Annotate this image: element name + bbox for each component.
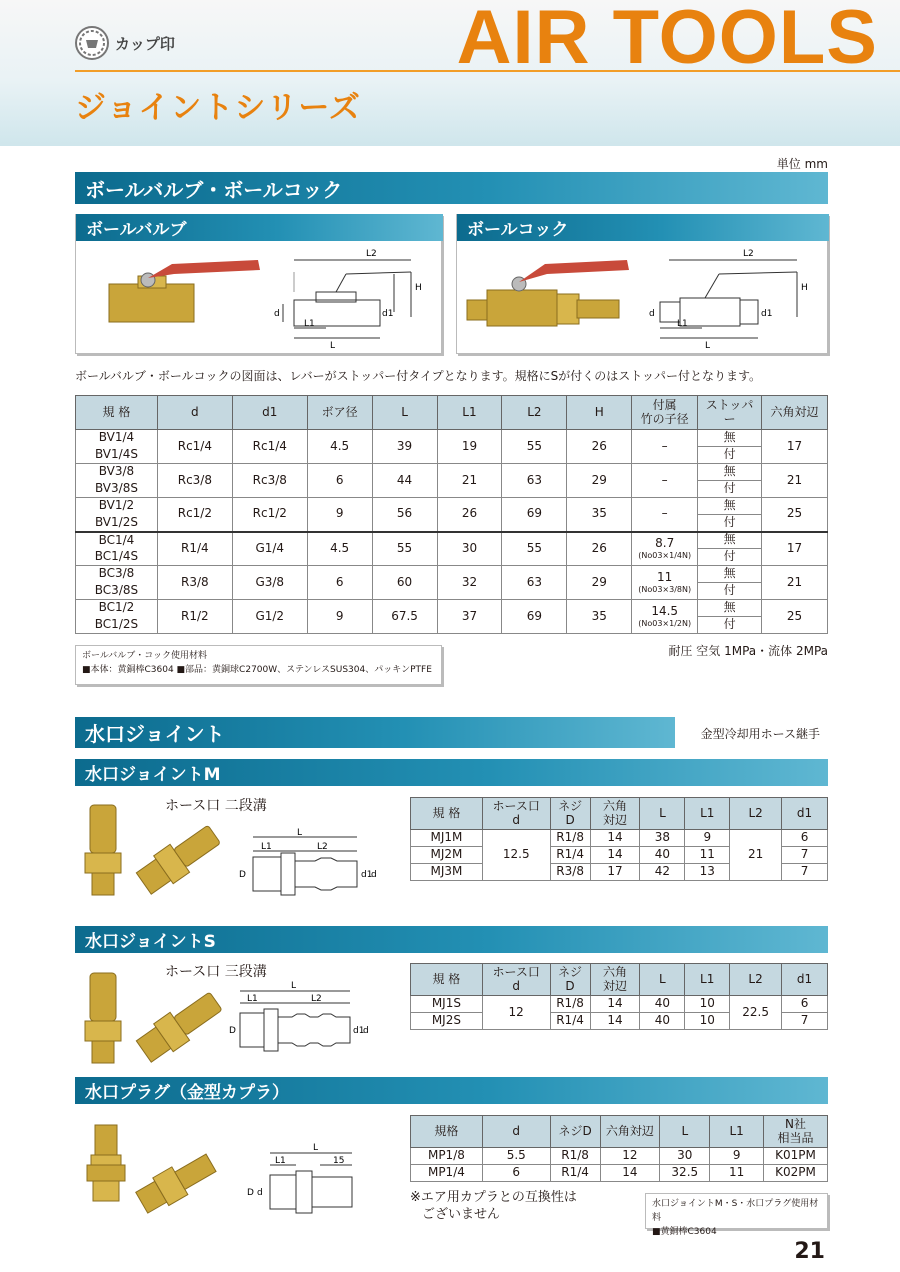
col-spec: 規 格 xyxy=(76,396,158,430)
bore-cell: 6 xyxy=(307,464,372,498)
table-row xyxy=(411,1148,828,1165)
d-cell: R3/8 xyxy=(157,566,232,600)
hex-cell: 12 xyxy=(600,1148,660,1165)
hex-cell: 17 xyxy=(762,430,828,464)
series-title: ジョイントシリーズ xyxy=(75,90,361,126)
l-cell: 42 xyxy=(640,864,685,881)
equiv-cell: K01PM xyxy=(764,1148,828,1165)
barb-cell xyxy=(632,532,698,566)
joint-s-table xyxy=(410,963,828,1030)
page-header xyxy=(0,0,900,146)
ball-material-note xyxy=(75,645,442,685)
brand-title: AIR TOOLS xyxy=(456,0,878,80)
plug-table xyxy=(410,1115,828,1182)
joint-s-body xyxy=(411,996,828,1030)
compat-line-1: ※エア用カプラとの互換性は xyxy=(410,1190,577,1205)
col-barb-line1: 付属 xyxy=(652,398,677,413)
d-cell: 5.5 xyxy=(482,1148,550,1165)
joint-s-figure xyxy=(75,965,405,1070)
hex-cell: 25 xyxy=(762,498,828,532)
water-section-note: 金型冷却用ホース継手 xyxy=(700,727,820,741)
l2-cell: 69 xyxy=(502,498,567,532)
model-cell: MJ2S xyxy=(411,1013,483,1030)
stopper-cell: 付 xyxy=(698,617,762,634)
model-cell: BV1/2 xyxy=(76,498,158,515)
dim-h: H xyxy=(415,283,422,293)
model-cell: MJ3M xyxy=(411,864,483,881)
dim-d: d xyxy=(363,1026,369,1036)
stopper-cell: 無 xyxy=(698,532,762,549)
dim-d: d xyxy=(274,309,280,319)
dim-l2: L2 xyxy=(743,249,754,259)
plug-body xyxy=(411,1148,828,1182)
logo-text: カップ印 xyxy=(115,34,175,53)
pressure-rating: 耐圧 空気 1MPa・流体 2MPa xyxy=(668,644,828,658)
dim-big-d: D xyxy=(229,1026,236,1036)
stopper-cell: 無 xyxy=(698,498,762,515)
dim-l: L xyxy=(705,341,711,351)
barb-cell xyxy=(632,600,698,634)
d-cell: Rc1/2 xyxy=(157,498,232,532)
col-hose-line2: d xyxy=(512,978,520,993)
col-l1: L1 xyxy=(437,396,502,430)
col-hose-line1: ホース口 xyxy=(492,799,540,814)
col-d: d xyxy=(157,396,232,430)
dim-l: L xyxy=(297,828,303,838)
thread-cell: R1/4 xyxy=(550,1013,590,1030)
col-hose xyxy=(482,798,550,830)
col-l1: L1 xyxy=(710,1116,764,1148)
joint-m-body xyxy=(411,830,828,881)
col-l: L xyxy=(660,1116,710,1148)
material-title: ボールバルブ・コック使用材料 xyxy=(82,651,208,661)
stopper-cell: 付 xyxy=(698,447,762,464)
table-row xyxy=(411,830,828,847)
d1-cell: 7 xyxy=(782,864,828,881)
stopper-cell: 無 xyxy=(698,600,762,617)
plug-compat-note xyxy=(410,1190,577,1224)
hex-cell: 14 xyxy=(590,996,640,1013)
col-equiv-line1: N社 xyxy=(785,1117,807,1132)
dim-l2: L2 xyxy=(366,249,377,259)
l1-cell: 9 xyxy=(685,830,730,847)
col-h: H xyxy=(567,396,632,430)
barb-value: – xyxy=(661,472,668,487)
barb-sub: (No03×1/2N) xyxy=(638,618,692,628)
col-l2: L2 xyxy=(730,964,782,996)
hex-cell: 14 xyxy=(600,1165,660,1182)
col-equiv xyxy=(764,1116,828,1148)
d-cell: 6 xyxy=(482,1165,550,1182)
thread-cell: R1/8 xyxy=(550,1148,600,1165)
l-cell: 60 xyxy=(372,566,437,600)
hex-cell: 14 xyxy=(590,1013,640,1030)
dim-l: L xyxy=(291,981,297,991)
l1-cell: 10 xyxy=(685,996,730,1013)
bore-cell: 6 xyxy=(307,566,372,600)
model-cell: BC1/4 xyxy=(76,532,158,549)
hex-cell: 14 xyxy=(590,847,640,864)
model-cell: BV1/2S xyxy=(76,515,158,532)
col-thread-line1: ネジ xyxy=(558,799,583,814)
l-cell: 67.5 xyxy=(372,600,437,634)
l-cell: 40 xyxy=(640,847,685,864)
table-row xyxy=(76,464,828,481)
material-detail: ■本体：黄銅棒C3604 ■部品：黄銅球C2700W、ステンレスSUS304、パッキンPTFE xyxy=(82,664,432,675)
ball-cock-figure xyxy=(457,242,827,352)
l-cell: 30 xyxy=(660,1148,710,1165)
l1-cell: 11 xyxy=(710,1165,764,1182)
barb-cell xyxy=(632,498,698,532)
col-thread: ネジD xyxy=(550,1116,600,1148)
l2-cell: 63 xyxy=(502,464,567,498)
dim-l2: L2 xyxy=(317,842,328,852)
col-spec: 規 格 xyxy=(411,798,483,830)
joint-m-figure xyxy=(75,795,405,905)
table-row xyxy=(411,996,828,1013)
l1-cell: 26 xyxy=(437,498,502,532)
model-cell: MP1/8 xyxy=(411,1148,483,1165)
dim-l: L xyxy=(330,341,336,351)
table-row xyxy=(76,498,828,515)
stopper-cell: 無 xyxy=(698,464,762,481)
d1-cell: 6 xyxy=(782,830,828,847)
l1-cell: 11 xyxy=(685,847,730,864)
stopper-cell: 付 xyxy=(698,549,762,566)
model-cell: BC1/4S xyxy=(76,549,158,566)
hex-cell: 21 xyxy=(762,566,828,600)
table-row xyxy=(76,600,828,617)
l2-cell: 55 xyxy=(502,430,567,464)
col-l2: L2 xyxy=(502,396,567,430)
col-hex xyxy=(590,964,640,996)
ball-valve-figure xyxy=(76,242,441,352)
d-cell: R1/4 xyxy=(157,532,232,566)
l1-cell: 30 xyxy=(437,532,502,566)
col-d1: d1 xyxy=(232,396,307,430)
d1-cell: G1/4 xyxy=(232,532,307,566)
bore-cell: 4.5 xyxy=(307,430,372,464)
l-cell: 44 xyxy=(372,464,437,498)
plug-figure xyxy=(75,1117,405,1222)
l-cell: 55 xyxy=(372,532,437,566)
col-l: L xyxy=(640,798,685,830)
model-cell: BC3/8 xyxy=(76,566,158,583)
d1-cell: 6 xyxy=(782,996,828,1013)
dim-big-d: D xyxy=(247,1188,254,1198)
plug-title: 水口プラグ（金型カプラ） xyxy=(75,1077,828,1104)
model-cell: MJ2M xyxy=(411,847,483,864)
table-row xyxy=(76,532,828,549)
stopper-cell: 無 xyxy=(698,430,762,447)
thread-cell: R1/4 xyxy=(550,1165,600,1182)
l2-cell: 55 xyxy=(502,532,567,566)
ball-section-title: ボールバルブ・ボールコック xyxy=(75,172,828,204)
hose-d-cell: 12.5 xyxy=(482,830,550,881)
l1-cell: 32 xyxy=(437,566,502,600)
col-stopper: ストッパー xyxy=(698,396,762,430)
hex-cell: 21 xyxy=(762,464,828,498)
dim-l1: L1 xyxy=(304,319,315,329)
barb-cell xyxy=(632,430,698,464)
unit-label: 単位 mm xyxy=(776,157,828,171)
col-hex-line2: 対辺 xyxy=(602,978,627,993)
l-cell: 39 xyxy=(372,430,437,464)
barb-value: 11 xyxy=(657,570,673,584)
col-hex xyxy=(590,798,640,830)
dim-big-d: D xyxy=(239,870,246,880)
table-row xyxy=(411,1165,828,1182)
l2-cell: 22.5 xyxy=(730,996,782,1030)
dim-15: 15 xyxy=(333,1156,345,1166)
col-barb-line2: 竹の子径 xyxy=(640,411,689,426)
h-cell: 26 xyxy=(567,430,632,464)
thread-cell: R3/8 xyxy=(550,864,590,881)
material-detail: ■黄銅棒C3604 xyxy=(652,1226,717,1237)
table-row xyxy=(76,430,828,447)
barb-cell xyxy=(632,464,698,498)
l-cell: 56 xyxy=(372,498,437,532)
dim-d1: d1 xyxy=(761,309,773,319)
ball-note: ボールバルブ・ボールコックの図面は、レバーがストッパー付タイプとなります。規格にSが付くのはストッパー付となります。 xyxy=(75,369,761,383)
thread-cell: R1/8 xyxy=(550,830,590,847)
stopper-cell: 付 xyxy=(698,515,762,532)
l2-cell: 63 xyxy=(502,566,567,600)
col-hex: 六角対辺 xyxy=(600,1116,660,1148)
equiv-cell: K02PM xyxy=(764,1165,828,1182)
l1-cell: 37 xyxy=(437,600,502,634)
ball-valve-panel xyxy=(75,214,442,354)
col-l1: L1 xyxy=(685,964,730,996)
d-cell: R1/2 xyxy=(157,600,232,634)
dim-l: L xyxy=(313,1143,319,1153)
col-hex-line1: 六角 xyxy=(602,965,627,980)
hex-cell: 14 xyxy=(590,830,640,847)
bore-cell: 9 xyxy=(307,498,372,532)
brand-logo xyxy=(75,26,175,60)
d1-cell: 7 xyxy=(782,847,828,864)
col-thread-line1: ネジ xyxy=(558,965,583,980)
h-cell: 35 xyxy=(567,600,632,634)
hose-d-cell: 12 xyxy=(482,996,550,1030)
dim-h: H xyxy=(801,283,808,293)
d1-cell: Rc3/8 xyxy=(232,464,307,498)
thread-cell: R1/8 xyxy=(550,996,590,1013)
model-cell: BV3/8S xyxy=(76,481,158,498)
barb-cell xyxy=(632,566,698,600)
l-cell: 40 xyxy=(640,1013,685,1030)
col-equiv-line2: 相当品 xyxy=(777,1130,814,1145)
model-cell: MJ1M xyxy=(411,830,483,847)
barb-value: – xyxy=(661,506,668,521)
col-spec: 規格 xyxy=(411,1116,483,1148)
barb-value: 8.7 xyxy=(655,536,675,551)
d-cell: Rc3/8 xyxy=(157,464,232,498)
l1-cell: 10 xyxy=(685,1013,730,1030)
col-l: L xyxy=(640,964,685,996)
d-cell: Rc1/4 xyxy=(157,430,232,464)
stopper-cell: 付 xyxy=(698,481,762,498)
dim-l2: L2 xyxy=(311,994,322,1004)
l1-cell: 19 xyxy=(437,430,502,464)
gear-logo-icon xyxy=(75,26,109,60)
dim-d1: d1 xyxy=(382,309,394,319)
stopper-cell: 付 xyxy=(698,583,762,600)
ball-valve-title: ボールバルブ xyxy=(76,214,443,241)
col-hose-line1: ホース口 xyxy=(492,965,540,980)
col-hex: 六角対辺 xyxy=(762,396,828,430)
d1-cell: G1/2 xyxy=(232,600,307,634)
model-cell: BV1/4 xyxy=(76,430,158,447)
l1-cell: 13 xyxy=(685,864,730,881)
model-cell: MP1/4 xyxy=(411,1165,483,1182)
dim-d1: d1 xyxy=(353,1026,365,1036)
dim-l1: L1 xyxy=(261,842,272,852)
thread-cell: R1/4 xyxy=(550,847,590,864)
model-cell: BC1/2S xyxy=(76,617,158,634)
page-number: 21 xyxy=(794,1239,825,1264)
joint-m-label: ホース口 二段溝 xyxy=(165,798,267,814)
model-cell: BV3/8 xyxy=(76,464,158,481)
model-cell: BV1/4S xyxy=(76,447,158,464)
l1-cell: 9 xyxy=(710,1148,764,1165)
dim-l1: L1 xyxy=(247,994,258,1004)
d1-cell: G3/8 xyxy=(232,566,307,600)
model-cell: BC1/2 xyxy=(76,600,158,617)
col-barb xyxy=(632,396,698,430)
col-thread xyxy=(550,964,590,996)
stopper-cell: 無 xyxy=(698,566,762,583)
dim-l1: L1 xyxy=(677,319,688,329)
ball-spec-body xyxy=(76,430,828,634)
col-thread-line2: D xyxy=(565,978,575,993)
model-cell: BC3/8S xyxy=(76,583,158,600)
compat-line-2: ございません xyxy=(422,1206,501,1222)
ball-cock-panel xyxy=(456,214,828,354)
l2-cell: 69 xyxy=(502,600,567,634)
col-thread xyxy=(550,798,590,830)
h-cell: 26 xyxy=(567,532,632,566)
d1-cell: Rc1/2 xyxy=(232,498,307,532)
hex-cell: 25 xyxy=(762,600,828,634)
barb-sub: (No03×1/4N) xyxy=(638,551,692,561)
d1-cell: Rc1/4 xyxy=(232,430,307,464)
l1-cell: 21 xyxy=(437,464,502,498)
col-hose xyxy=(482,964,550,996)
joint-s-title: 水口ジョイントS xyxy=(75,926,828,953)
hex-cell: 17 xyxy=(762,532,828,566)
water-material-note xyxy=(645,1193,828,1237)
dim-d: d xyxy=(257,1188,263,1198)
l-cell: 40 xyxy=(640,996,685,1013)
bore-cell: 9 xyxy=(307,600,372,634)
barb-sub: (No03×3/8N) xyxy=(638,584,692,594)
col-bore: ボア径 xyxy=(307,396,372,430)
joint-s-label: ホース口 三段溝 xyxy=(165,964,267,980)
table-row xyxy=(76,566,828,583)
col-l1: L1 xyxy=(685,798,730,830)
barb-value: 14.5 xyxy=(651,604,679,618)
dim-d: d xyxy=(371,870,377,880)
h-cell: 35 xyxy=(567,498,632,532)
col-d: d xyxy=(482,1116,550,1148)
l2-cell: 21 xyxy=(730,830,782,881)
hex-cell: 17 xyxy=(590,864,640,881)
ball-cock-title: ボールコック xyxy=(457,214,829,241)
dim-d1: d1 xyxy=(361,870,373,880)
col-hex-line2: 対辺 xyxy=(603,812,628,827)
l-cell: 38 xyxy=(640,830,685,847)
col-l: L xyxy=(372,396,437,430)
col-hex-line1: 六角 xyxy=(603,799,628,814)
col-hose-line2: d xyxy=(512,812,521,827)
d1-cell: 7 xyxy=(782,1013,828,1030)
h-cell: 29 xyxy=(567,464,632,498)
ball-spec-table xyxy=(75,395,828,634)
barb-value: – xyxy=(661,438,668,453)
water-section-title: 水口ジョイント xyxy=(75,717,675,748)
l-cell: 32.5 xyxy=(660,1165,710,1182)
col-d1: d1 xyxy=(782,964,828,996)
col-thread-line2: D xyxy=(565,812,575,827)
dim-d: d xyxy=(649,309,655,319)
h-cell: 29 xyxy=(567,566,632,600)
joint-m-table xyxy=(410,797,828,881)
joint-m-title: 水口ジョイントM xyxy=(75,759,828,786)
bore-cell: 4.5 xyxy=(307,532,372,566)
col-spec: 規 格 xyxy=(411,964,483,996)
dim-l1: L1 xyxy=(275,1156,286,1166)
model-cell: MJ1S xyxy=(411,996,483,1013)
material-title: 水口ジョイントM・S・水口プラグ使用材料 xyxy=(652,1199,819,1223)
col-d1: d1 xyxy=(782,798,828,830)
col-l2: L2 xyxy=(730,798,782,830)
